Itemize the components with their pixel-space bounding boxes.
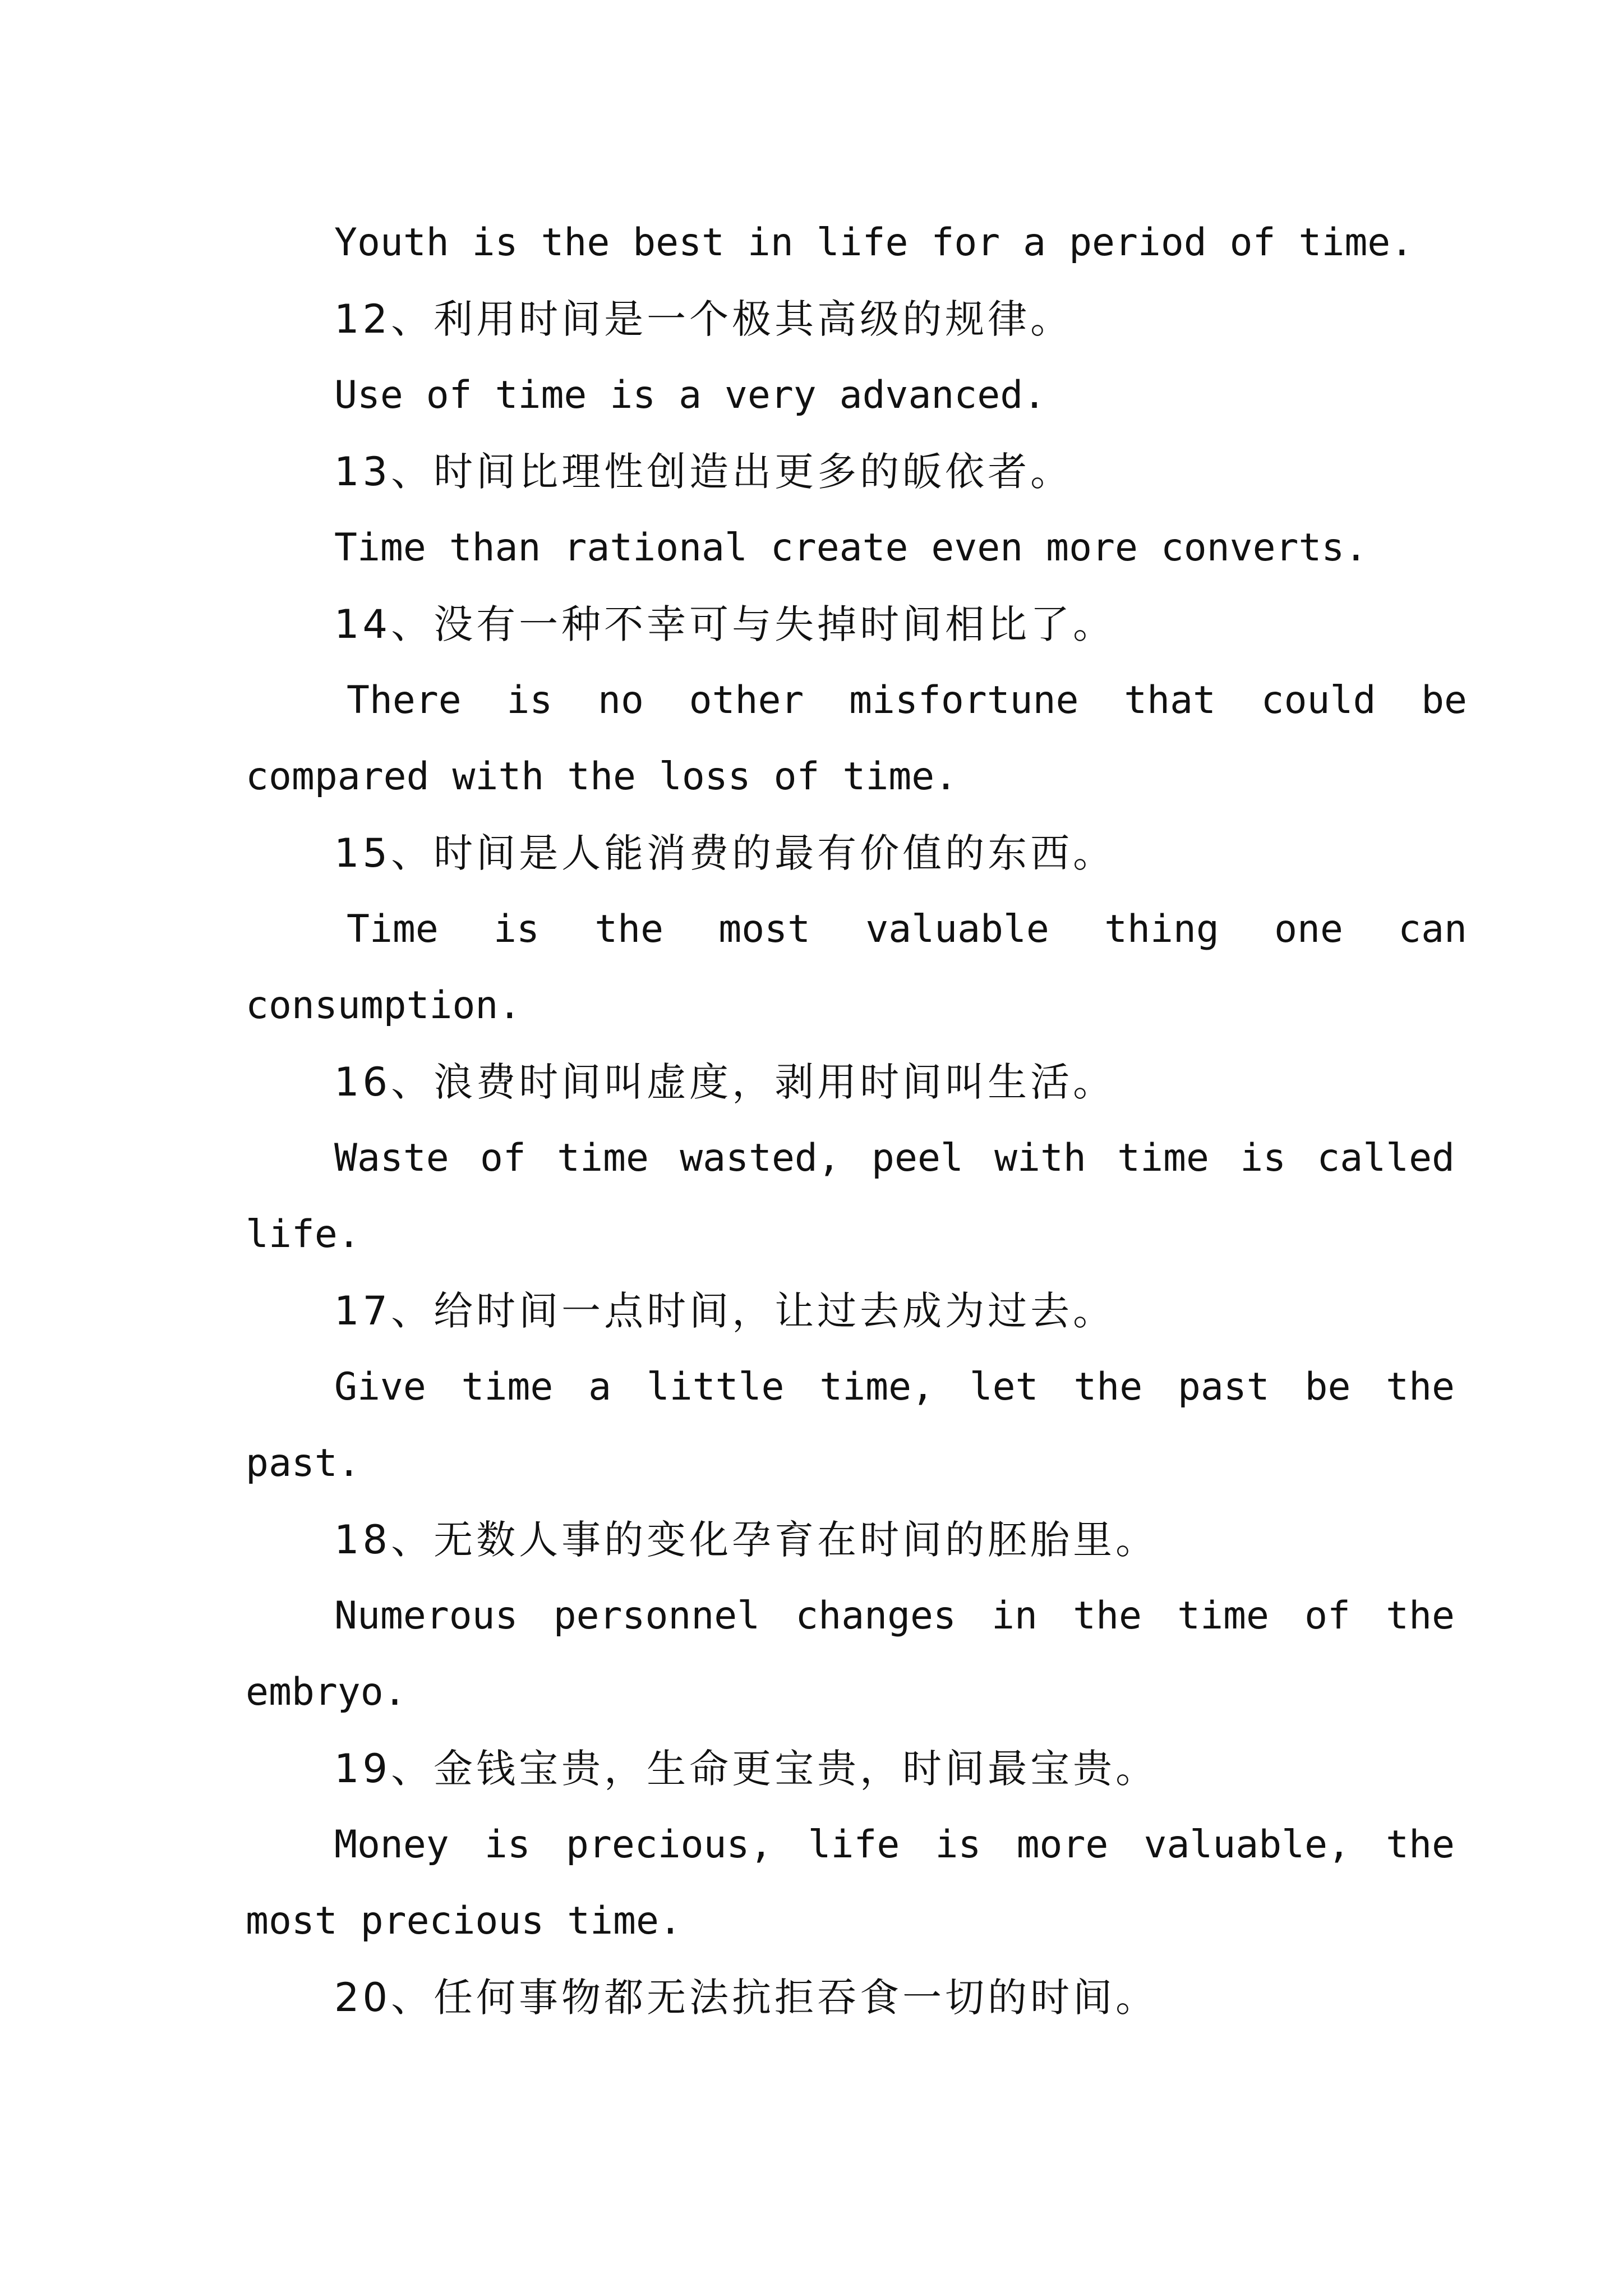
text-line-quote-13-cn: 13、时间比理性创造出更多的皈依者。 xyxy=(334,449,1073,495)
text-line-quote-15-cn: 15、时间是人能消费的最有价值的东西。 xyxy=(334,830,1116,876)
text-line-quote-18-cn: 18、无数人事的变化孕育在时间的胚胎里。 xyxy=(334,1517,1159,1563)
text-line-quote-19-en-2: most precious time. xyxy=(246,1899,682,1943)
text-line-quote-15-en-1: Time is the most valuable thing one can xyxy=(347,907,1467,951)
text-line-quote-17-en-1: Give time a little time, let the past be the xyxy=(334,1365,1455,1409)
text-line-quote-20-cn: 20、任何事物都无法抗拒吞食一切的时间。 xyxy=(334,1975,1159,2021)
text-line-quote-14-en-1: There is no other misfortune that could be xyxy=(347,678,1467,723)
text-line-quote-13-en: Time than rational create even more converts. xyxy=(334,526,1368,570)
text-line-quote-18-en-2: embryo. xyxy=(246,1670,407,1714)
text-line-quote-17-cn: 17、给时间一点时间，让过去成为过去。 xyxy=(334,1288,1116,1334)
text-line-quote-17-en-2: past. xyxy=(246,1441,361,1485)
text-line-quote-12-en: Use of time is a very advanced. xyxy=(334,373,1046,417)
text-line-quote-16-en-2: life. xyxy=(246,1212,361,1257)
text-line-quote-15-en-2: consumption. xyxy=(246,983,522,1028)
text-line-youth: Youth is the best in life for a period of time. xyxy=(334,220,1414,265)
text-line-quote-14-en-2: compared with the loss of time. xyxy=(246,754,958,799)
text-line-quote-18-en-1: Numerous personnel changes in the time of the xyxy=(334,1594,1455,1638)
text-line-quote-12-cn: 12、利用时间是一个极其高级的规律。 xyxy=(334,296,1073,342)
text-line-quote-16-cn: 16、浪费时间叫虚度，剥用时间叫生活。 xyxy=(334,1059,1116,1105)
text-line-quote-16-en-1: Waste of time wasted, peel with time is called xyxy=(334,1136,1455,1180)
text-line-quote-19-en-1: Money is precious, life is more valuable, the xyxy=(334,1823,1455,1867)
text-line-quote-14-cn: 14、没有一种不幸可与失掉时间相比了。 xyxy=(334,601,1116,647)
text-line-quote-19-cn: 19、金钱宝贵，生命更宝贵，时间最宝贵。 xyxy=(334,1746,1159,1792)
